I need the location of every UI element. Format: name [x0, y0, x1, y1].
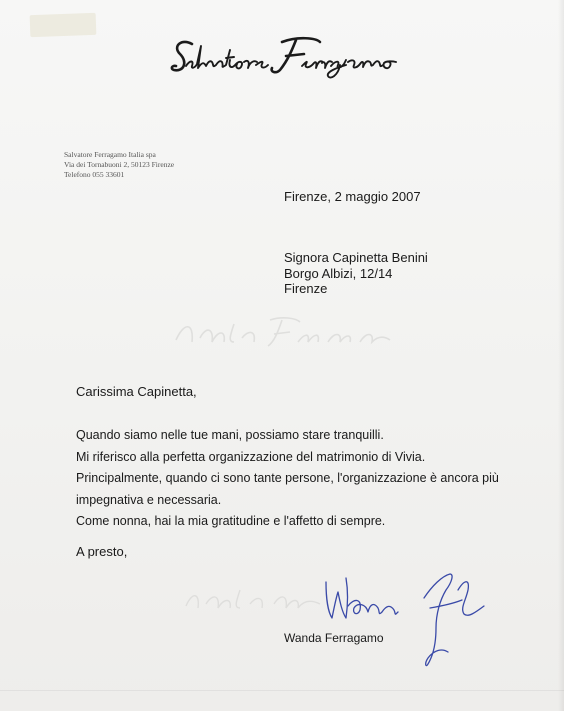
- salutation: Carissima Capinetta,: [76, 384, 197, 399]
- signer-name: Wanda Ferragamo: [284, 631, 384, 645]
- closing: A presto,: [76, 544, 128, 559]
- body-line: Quando siamo nelle tue mani, possiamo stare tranquilli.: [76, 428, 384, 442]
- page-edge-shadow: [558, 0, 564, 711]
- handwritten-signature: [318, 568, 498, 678]
- sender-address-block: [64, 150, 174, 180]
- body-line: Come nonna, hai la mia gratitudine e l'affetto di sempre.: [76, 514, 386, 529]
- recipient-city: Firenze: [284, 281, 328, 296]
- sender-address: Via dei Tornabuoni 2, 50123 Firenze: [64, 160, 175, 169]
- body-line: impegnativa e necessaria.: [76, 492, 222, 507]
- body-line: Principalmente, quando ci sono tante persone, l'organizzazione è ancora più: [76, 471, 499, 486]
- sender-phone: Telefono 055 33601: [64, 170, 125, 179]
- recipient-street: Borgo Albizi, 12/14: [284, 265, 393, 281]
- tape-mark: [30, 13, 97, 37]
- page-fold: [0, 690, 564, 691]
- sender-company: Salvatore Ferragamo Italia spa: [64, 150, 156, 159]
- letter-date: Firenze, 2 maggio 2007: [284, 189, 421, 204]
- show-through-mark: [170, 312, 400, 352]
- recipient-address-block: [284, 250, 428, 297]
- recipient-name: Signora Capinetta Benini: [284, 250, 428, 265]
- body-line: Mi riferisco alla perfetta organizzazione del matrimonio di Vivia.: [76, 449, 426, 464]
- letter-body: [76, 425, 506, 533]
- ferragamo-logo: [170, 32, 398, 82]
- show-through-mark-lower: [180, 580, 330, 616]
